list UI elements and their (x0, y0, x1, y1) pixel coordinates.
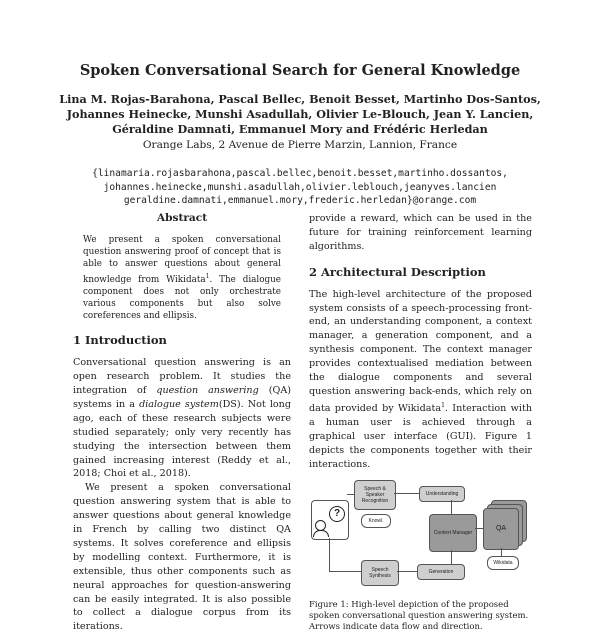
section-heading-introduction: 1 Introduction (73, 333, 167, 348)
flow-arrow (451, 500, 452, 514)
author-list (50, 92, 550, 137)
architecture-figure (309, 478, 532, 596)
left-column (73, 212, 291, 634)
intro-paragraph-1 (73, 356, 291, 481)
email-line: johannes.heinecke,munshi.asadullah,olivier.leblouch,jeanyves.lancien (103, 181, 497, 193)
knowledge-db: Knowl. (361, 514, 391, 528)
author-line: Géraldine Damnati, Emmanuel Mory and Frédéric Herledan (112, 122, 488, 136)
text-run: The high-level architecture of the proposed system consists of a speech-processing front-end, an understanding component, a context manager, a generation component, and a synthesis component. The context manager provides contextualised mediation between the dialogue components and several question answering back-ends, which rely on data provided by Wikidata (309, 288, 532, 415)
text-run: (QA) systems in a (73, 384, 291, 410)
section-heading-architecture: 2 Architectural Description (309, 264, 486, 279)
affiliation-line: Orange Labs, 2 Avenue de Pierre Marzin, Lannion, France (142, 139, 458, 151)
abstract-text (83, 234, 281, 322)
flow-arrow (394, 493, 419, 494)
user-head-icon (315, 520, 326, 531)
qa-box: QA (483, 508, 519, 550)
affiliation (50, 138, 550, 152)
speech-recognition-box: Speech & Speaker Recognition (354, 480, 396, 510)
abstract-text-part: . The dialogue component does not only orchestrate various components but also solve coreferences and ellipsis. (83, 274, 281, 322)
speech-synthesis-box: Speech Synthesis (361, 560, 399, 586)
flow-arrow (347, 494, 354, 495)
text-run: . Interaction with a human user is achieved through a graphical user interface (GUI). Figure 1 depicts the components together with their interactions. (309, 403, 532, 470)
flow-arrow (451, 550, 452, 564)
generation-box: Generation (417, 564, 465, 580)
italic-term: dialogue system (139, 398, 219, 410)
right-column (309, 212, 532, 633)
abstract-text-part: We present a spoken conversational question answering proof of concept that is able to answer questions about general knowledge from Wikidata (83, 234, 281, 285)
footnote-mark: 1 (205, 272, 210, 280)
abstract-heading: Abstract (156, 212, 208, 224)
paper-title: Spoken Conversational Search for General Knowledge (79, 62, 521, 79)
flow-arrow (397, 571, 417, 572)
intro-paragraph-2: We present a spoken conversational question answering system that is able to answer questions about general knowledge in French by calling two distinct QA systems. It solves coreference and ellipsis by modelling context. Furthermore, it is extensible, thus other components such as neural approaches for question-answering can be easily integrated. It is also possible to collect a dialogue corpus from its iterations. (73, 482, 291, 633)
context-manager-box: Context Manager (429, 514, 477, 552)
flow-arrow (329, 538, 330, 572)
continued-paragraph: provide a reward, which can be used in the future for training reinforcement learning algorithms. (309, 213, 532, 252)
author-line: Johannes Heinecke, Munshi Asadullah, Olivier Le-Blouch, Jean Y. Lancien, (66, 107, 534, 121)
flow-arrow (329, 571, 361, 572)
text-run: (DS). Not long ago, each of these research subjects were studied separately; only very recently has studying the intersection between them gained increasing interest (Reddy et al., 2018; Choi et al., 2018). (73, 398, 292, 480)
email-line: geraldine.damnati,emmanuel.mory,frederic.herledan}@orange.com (123, 195, 477, 206)
wikidata-db: Wikidata (487, 556, 519, 570)
understanding-box: Understanding (419, 486, 465, 502)
architecture-paragraph (309, 288, 532, 472)
question-bubble-icon: ? (329, 506, 345, 522)
email-block (40, 167, 560, 208)
author-line: Lina M. Rojas-Barahona, Pascal Bellec, Benoit Besset, Martinho Dos-Santos, (59, 92, 541, 106)
email-line: {linamaria.rojasbarahona,pascal.bellec,benoit.besset,martinho.dossantos, (92, 168, 508, 179)
figure-caption: Figure 1: High-level depiction of the proposed spoken conversational question answering system. Arrows indicate data flow and direction. (309, 599, 529, 632)
footnote-mark: 1 (441, 401, 445, 409)
flow-arrow (475, 528, 483, 529)
text-run: Conversational question answering is an open research problem. It studies the integration of (73, 357, 291, 396)
flow-arrow (501, 548, 502, 556)
italic-term: question answering (156, 384, 259, 396)
